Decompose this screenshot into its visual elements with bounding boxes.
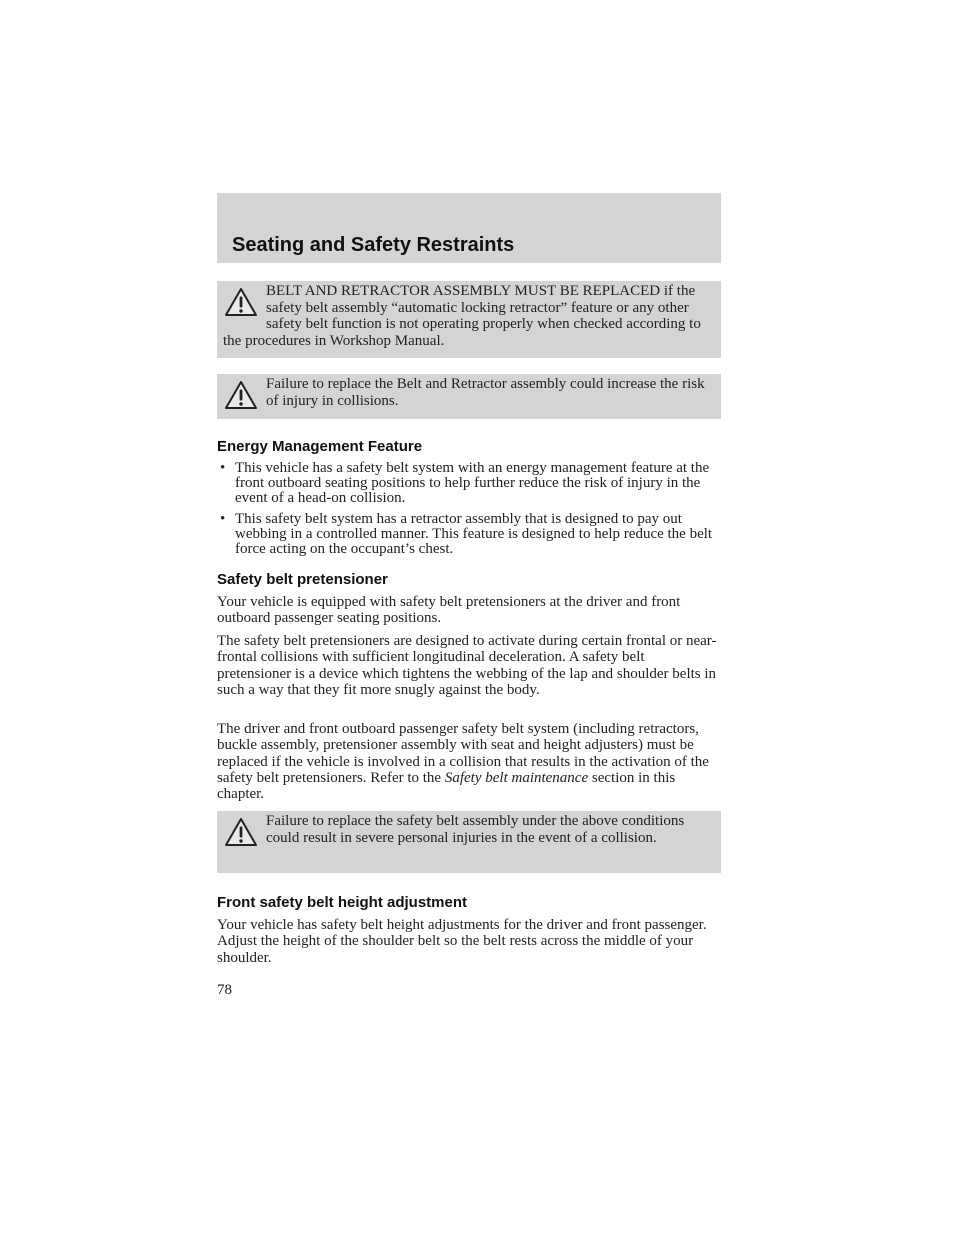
warning-box-belt-retractor (217, 281, 721, 358)
paragraph-text: The driver and front outboard passenger safety belt system (including retractors, buckle assembly, pretensioner assembly with seat and height adjusters) must be replaced if the vehicle is involved in a collision that results in the activation of the safety belt pretensioners. Refer to the (217, 721, 709, 786)
list-item (217, 512, 717, 557)
warning-text: Failure to replace the safety belt assembly under the above conditions could result in severe personal injuries in the event of a collision. (266, 813, 685, 846)
list-item (217, 461, 717, 506)
section-title: Seating and Safety Restraints (232, 234, 515, 256)
warning-box-severe-injury (217, 811, 721, 873)
page-number: 78 (217, 982, 232, 998)
cross-reference: Safety belt maintenance (444, 769, 589, 786)
heading-height-adjustment: Front safety belt height adjustment (217, 894, 468, 911)
pretensioner-paragraph-2: The safety belt pretensioners are designed to activate during certain frontal or near-frontal collisions with sufficient longitudinal deceleration. A safety belt pretensioner is a device which tightens the webbing of the lap and shoulder belts in such a way that they fit more snugly against the body. (217, 633, 717, 698)
energy-bullet-list (217, 461, 717, 563)
warning-text: Failure to replace the Belt and Retractor assembly could increase the risk of injury in collisions. (266, 376, 705, 409)
section-header-band (217, 193, 721, 263)
bullet-text: This vehicle has a safety belt system with an energy management feature at the front outboard seating positions to help further reduce the risk of injury in the event of a head-on collision. (235, 460, 710, 506)
pretensioner-paragraph-1: Your vehicle is equipped with safety belt pretensioners at the driver and front outboard passenger seating positions. (217, 594, 681, 627)
heading-energy-management: Energy Management Feature (217, 438, 423, 455)
warning-triangle-icon (224, 380, 258, 410)
pretensioner-paragraph-3 (217, 721, 717, 802)
heading-pretensioner: Safety belt pretensioner (217, 571, 388, 588)
warning-box-replace-failure (217, 374, 721, 419)
bullet-icon: • (220, 511, 226, 527)
warning-triangle-icon (224, 817, 258, 847)
warning-text: BELT AND RETRACTOR ASSEMBLY MUST BE REPLACED if the safety belt assembly “automatic locking retractor” feature or any other safety belt function is not operating properly when checked according to the procedures in Workshop Manual. (223, 283, 701, 349)
bullet-icon: • (220, 460, 226, 476)
warning-triangle-icon (224, 287, 258, 317)
bullet-text: This safety belt system has a retractor assembly that is designed to pay out webbing in a controlled manner. This feature is designed to help reduce the belt force acting on the occupant’s chest. (235, 511, 713, 557)
paragraph-text: section in this chapter. (217, 769, 676, 803)
height-adjustment-paragraph: Your vehicle has safety belt height adjustments for the driver and front passenger. Adjust the height of the shoulder belt so the belt rests across the middle of your shoulder. (217, 917, 707, 966)
